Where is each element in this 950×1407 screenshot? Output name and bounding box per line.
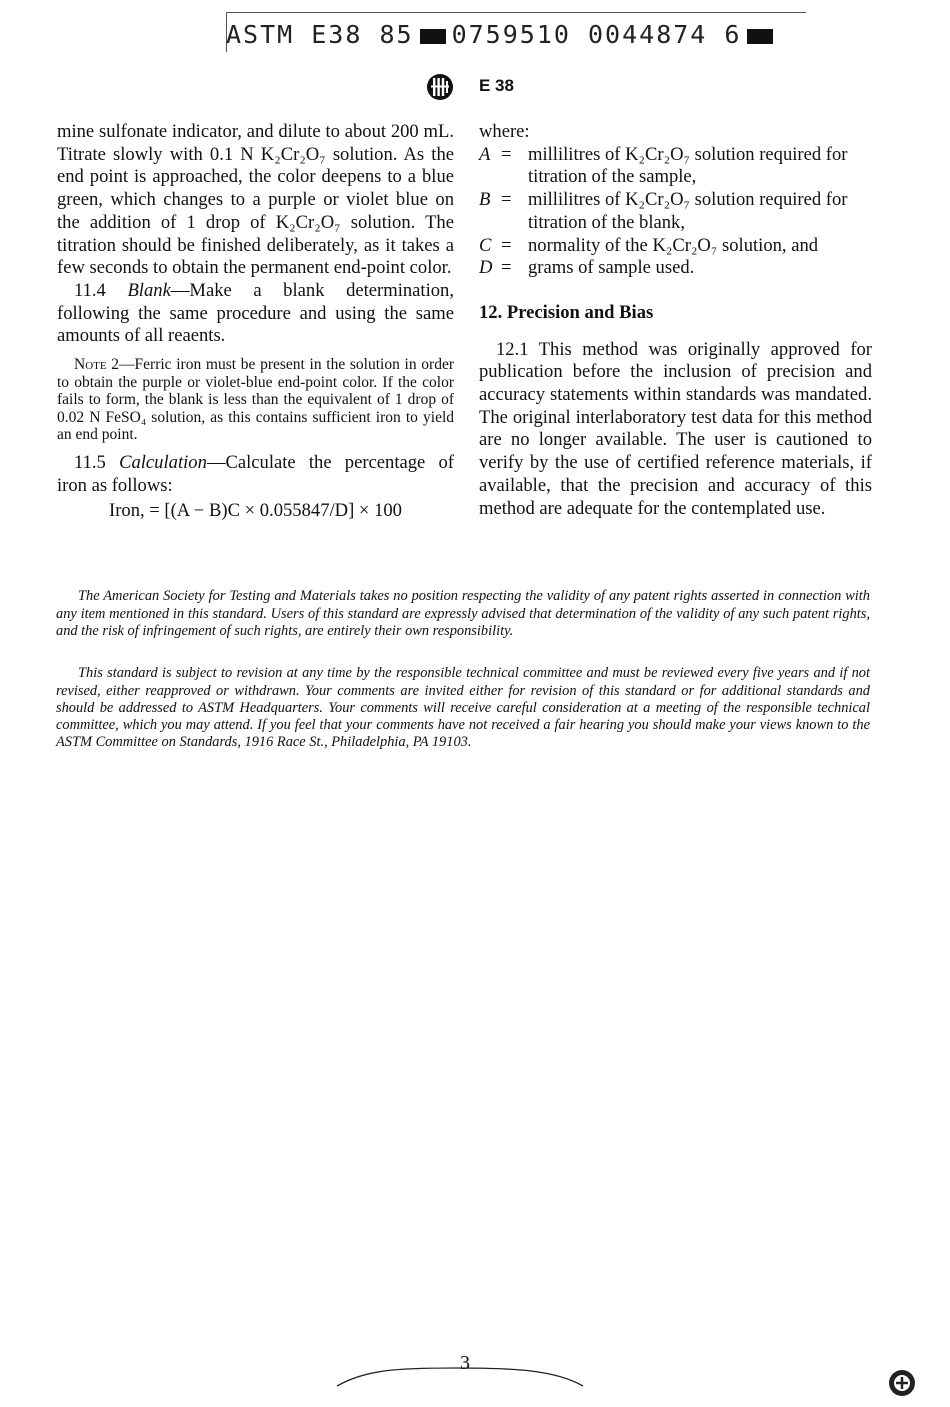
section-number: 11.5 — [74, 452, 106, 473]
paragraph-blank — [57, 280, 454, 348]
definition-variable: D — [479, 257, 493, 279]
definition-row — [479, 235, 872, 258]
definition-text: millilitres of K₂Cr₂O₇ solution required for titration of the sample, — [528, 143, 848, 188]
section-text: —Make a blank determination, following the same procedure and using the same amounts of all reaents. — [57, 279, 454, 347]
paragraph-calculation — [57, 452, 454, 497]
definition-text: millilitres of K₂Cr₂O₇ solution required for titration of the blank, — [528, 189, 848, 233]
page-footer-curve — [335, 1366, 585, 1388]
header-rule — [226, 12, 806, 13]
definition-equals: = — [501, 189, 512, 211]
paragraph-precision: 12.1 This method was originally approved for publication before the inclusion of precision and accuracy statements within standards was mandated. The original interlaboratory test data for this method are no longer available. The user is cautioned to verify by the use of certified reference materials, if available, that the precision and accuracy of this method are adequate for the contemplated use. — [479, 338, 872, 519]
definition-text: grams of sample used. — [528, 257, 695, 279]
note-2 — [57, 356, 454, 444]
definition-equals: = — [501, 257, 512, 279]
document-code-part1: ASTM E38 85 — [226, 20, 414, 49]
note-text: —Ferric iron must be present in the solution in order to obtain the purple or violet-blue end-point color. If the color fails to form, the blank is less than the equivalent of 1 drop of 0.02 N FeSO₄ solution, as this contains sufficient iron to yield an end point. — [57, 356, 455, 444]
section-text: —Calculate the percentage of iron as follows: — [57, 452, 454, 496]
left-column — [57, 121, 454, 523]
right-column — [479, 121, 872, 520]
definition-text: normality of the K₂Cr₂O₇ solution, and — [528, 234, 819, 256]
designation: E 38 — [479, 76, 514, 95]
paragraph-titration: mine sulfonate indicator, and dilute to about 200 mL. Titrate slowly with 0.1 N K₂Cr₂O₇ solution. As the end point is approached, the color deepens to a blue green, which changes to a purple or violet blue on the addition of 1 drop of K₂Cr₂O₇ solution. The titration should be finished deliberately, as it takes a few seconds to obtain the permanent end-point color. — [57, 121, 454, 279]
astm-logo-icon — [425, 72, 455, 102]
definition-row — [479, 144, 872, 189]
redaction-block — [747, 29, 773, 44]
corner-seal-icon — [887, 1368, 917, 1398]
redaction-block — [420, 29, 446, 44]
definition-variable: C — [479, 234, 492, 256]
section-number: 11.4 — [74, 279, 106, 301]
section-heading: 12. Precision and Bias — [479, 301, 654, 323]
patent-disclaimer: The American Society for Testing and Materials takes no position respecting the validity of any patent rights asserted in connection with any item mentioned in this standard. Users of this standard are expressly advised that determination of the validity of any such patent rights, and the risk of infringement of such rights, are entirely their own responsibility. — [56, 588, 870, 639]
iron-formula: Iron, = [(A − B)C × 0.055847/D] × 100 — [109, 500, 402, 522]
section-title: Blank — [127, 279, 171, 301]
revision-notice: This standard is subject to revision at any time by the responsible technical committee and must be reviewed every five years and if not revised, either reapproved or withdrawn. Your comments are invited either for revision of this standard or for additional standards and should be addressed to ASTM Headquarters. Your comments will receive careful consideration at a meeting of the responsible technical committee, which you may attend. If you feel that your comments have not received a fair hearing you should make your views known to the ASTM Committee on Standards, 1916 Race St., Philadelphia, PA 19103. — [56, 665, 870, 751]
definition-variable: A — [479, 143, 491, 165]
definition-variable: B — [479, 189, 491, 211]
page-number: 3 — [460, 1352, 470, 1374]
note-label: Note 2 — [74, 356, 120, 374]
definition-equals: = — [501, 234, 512, 256]
document-code-part2: 0759510 0044874 6 — [451, 20, 742, 49]
where-label: where: — [479, 121, 530, 142]
section-title: Calculation — [119, 452, 207, 473]
definition-row — [479, 189, 872, 234]
definition-equals: = — [501, 143, 512, 165]
definition-row — [479, 257, 872, 280]
document-code — [226, 20, 779, 49]
